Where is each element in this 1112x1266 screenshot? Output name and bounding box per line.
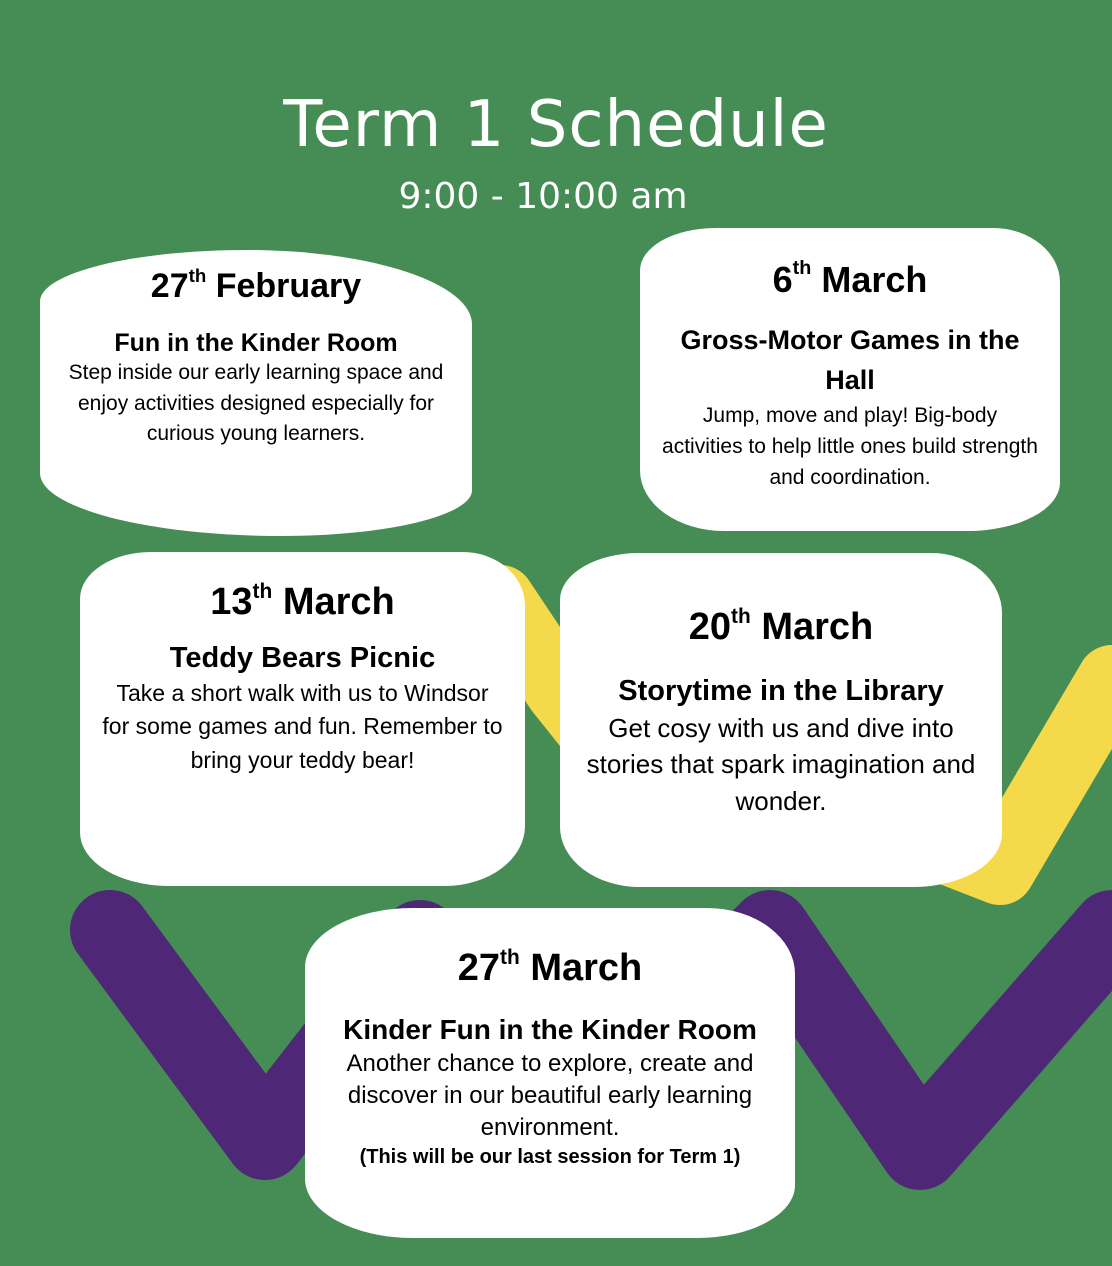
session-card-13-march (80, 552, 525, 886)
session-title: Storytime in the Library (618, 674, 944, 707)
session-card-27-february (40, 250, 472, 536)
session-time: 9:00 - 10:00 am (398, 176, 688, 217)
session-title: Gross-Motor Games in the Hall (680, 324, 1020, 395)
session-date: 27th March (457, 946, 643, 989)
session-description: Another chance to explore, create and discover in our beautiful early learning environment. (346, 1049, 754, 1141)
session-description: Jump, move and play! Big-body activities to help little ones build strength and coordination. (662, 403, 1038, 489)
session-date: 20th March (688, 605, 874, 648)
session-description: Take a short walk with us to Windsor for some games and fun. Remember to bring your teddy bear! (102, 679, 503, 773)
session-date: 13th March (210, 580, 395, 623)
session-description: Get cosy with us and dive into stories that spark imagination and wonder. (586, 712, 976, 816)
session-title: Teddy Bears Picnic (169, 641, 436, 674)
session-card-6-march (640, 228, 1060, 531)
session-title: Fun in the Kinder Room (114, 329, 398, 358)
session-date: 6th March (772, 257, 928, 300)
session-title: Kinder Fun in the Kinder Room (343, 1013, 757, 1045)
page-title: Term 1 Schedule (283, 88, 829, 162)
session-note: (This will be our last session for Term 1) (359, 1145, 741, 1168)
session-card-20-march (560, 553, 1002, 887)
session-card-27-march (305, 908, 795, 1238)
session-description: Step inside our early learning space and enjoy activities designed especially for curious young learners. (68, 361, 444, 446)
session-date: 27th February (150, 265, 362, 305)
